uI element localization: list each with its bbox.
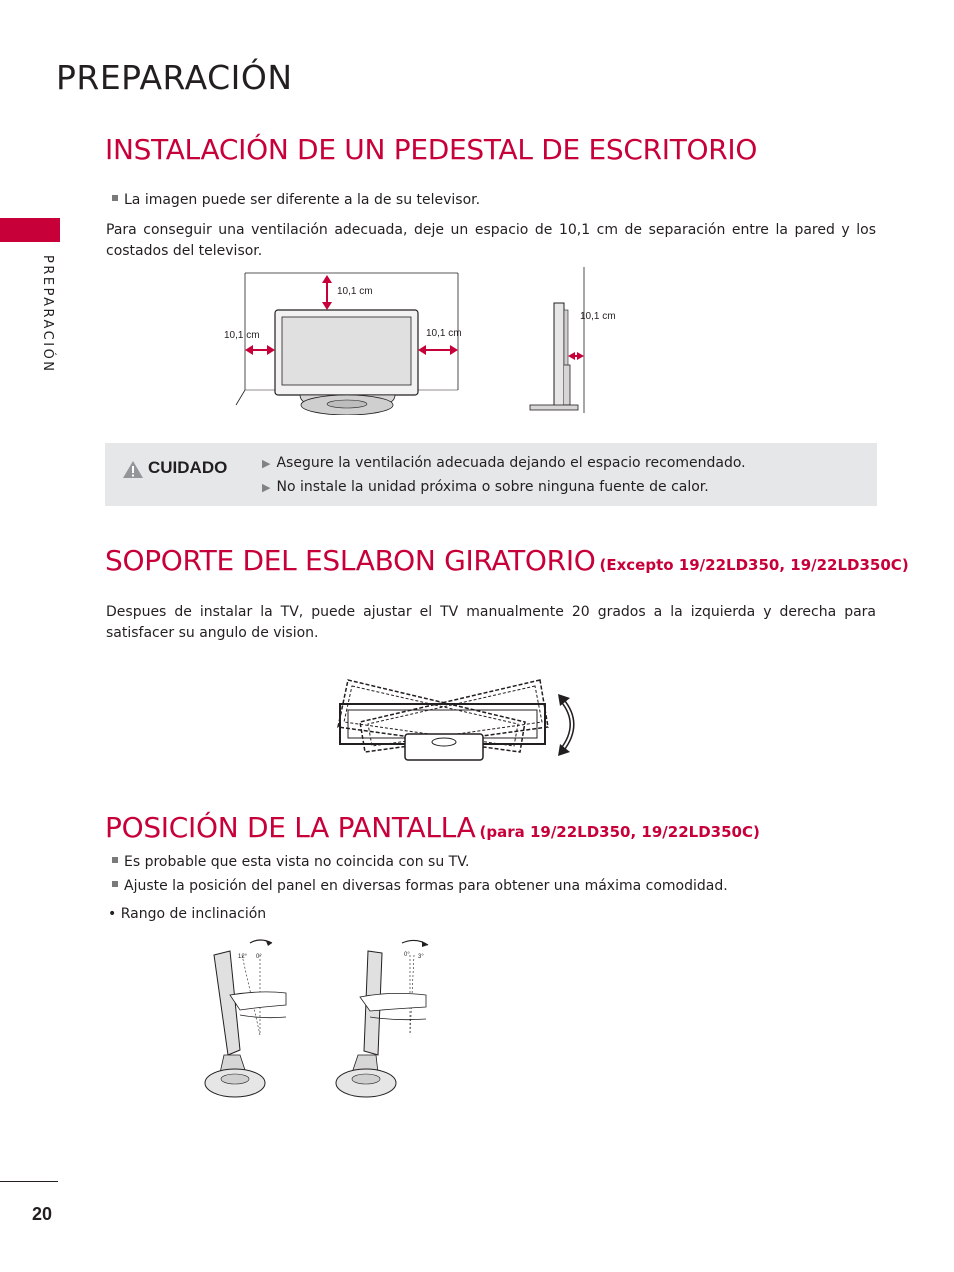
screen-note-text: Ajuste la posición del panel en diversas formas para obtener una máxima comodidad. <box>124 878 728 894</box>
tilt-range-label: • Rango de inclinación <box>108 906 267 922</box>
dim-label-top: 10,1 cm <box>337 286 373 297</box>
side-tab-label: PREPARACIÓN <box>40 255 55 374</box>
screen-note-text: Es probable que esta vista no coincida con su TV. <box>124 854 470 870</box>
swivel-title-text: SOPORTE DEL ESLABON GIRATORIO <box>105 544 596 577</box>
swivel-subtitle: (Excepto 19/22LD350, 19/22LD350C) <box>599 556 909 574</box>
footer-rule <box>0 1181 58 1182</box>
tilt-angle-label: 0° <box>256 954 262 960</box>
tilt-forward-diagram <box>330 935 430 1100</box>
screen-position-title-text: POSICIÓN DE LA PANTALLA <box>105 811 476 844</box>
screen-note <box>112 876 728 897</box>
screen-position-subtitle: (para 19/22LD350, 19/22LD350C) <box>479 823 760 841</box>
caution-item-text: No instale la unidad próxima o sobre ninguna fuente de calor. <box>276 479 709 495</box>
square-bullet-icon <box>112 195 118 201</box>
warning-icon <box>122 460 144 479</box>
ventilation-side-diagram <box>510 265 620 415</box>
triangle-bullet-icon: ▶ <box>262 457 271 470</box>
swivel-paragraph: Despues de instalar la TV, puede ajustar el TV manualmente 20 grados a la izquierda y derecha para satisfacer su angulo de vision. <box>106 604 876 641</box>
section-screen-position-title <box>105 811 760 844</box>
tilt-angle-label: 12° <box>238 954 248 960</box>
square-bullet-icon <box>112 881 118 887</box>
section-swivel-title <box>105 544 909 577</box>
installation-paragraph: Para conseguir una ventilación adecuada, deje un espacio de 10,1 cm de separación entre la pared y los costados del televisor. <box>106 222 876 259</box>
caution-label: CUIDADO <box>148 458 228 477</box>
side-tab-marker <box>0 218 60 242</box>
installation-note <box>112 190 480 211</box>
dim-label-left: 10,1 cm <box>224 330 260 341</box>
page-title: PREPARACIÓN <box>56 58 293 97</box>
tilt-angle-label: 0° <box>404 952 410 958</box>
section-installation-title: INSTALACIÓN DE UN PEDESTAL DE ESCRITORIO <box>105 133 758 166</box>
dim-label-right: 10,1 cm <box>426 328 462 339</box>
tilt-back-diagram <box>200 935 300 1100</box>
tilt-angle-label: 3° <box>418 954 424 960</box>
screen-note <box>112 852 469 873</box>
swivel-diagram <box>330 672 580 772</box>
caution-item-text: Asegure la ventilación adecuada dejando el espacio recomendado. <box>276 455 746 471</box>
installation-note-text: La imagen puede ser diferente a la de su televisor. <box>124 192 481 208</box>
caution-item <box>262 455 746 471</box>
caution-item <box>262 479 709 495</box>
triangle-bullet-icon: ▶ <box>262 481 271 494</box>
page-number: 20 <box>32 1204 53 1224</box>
square-bullet-icon <box>112 857 118 863</box>
dim-label-side: 10,1 cm <box>580 311 616 322</box>
